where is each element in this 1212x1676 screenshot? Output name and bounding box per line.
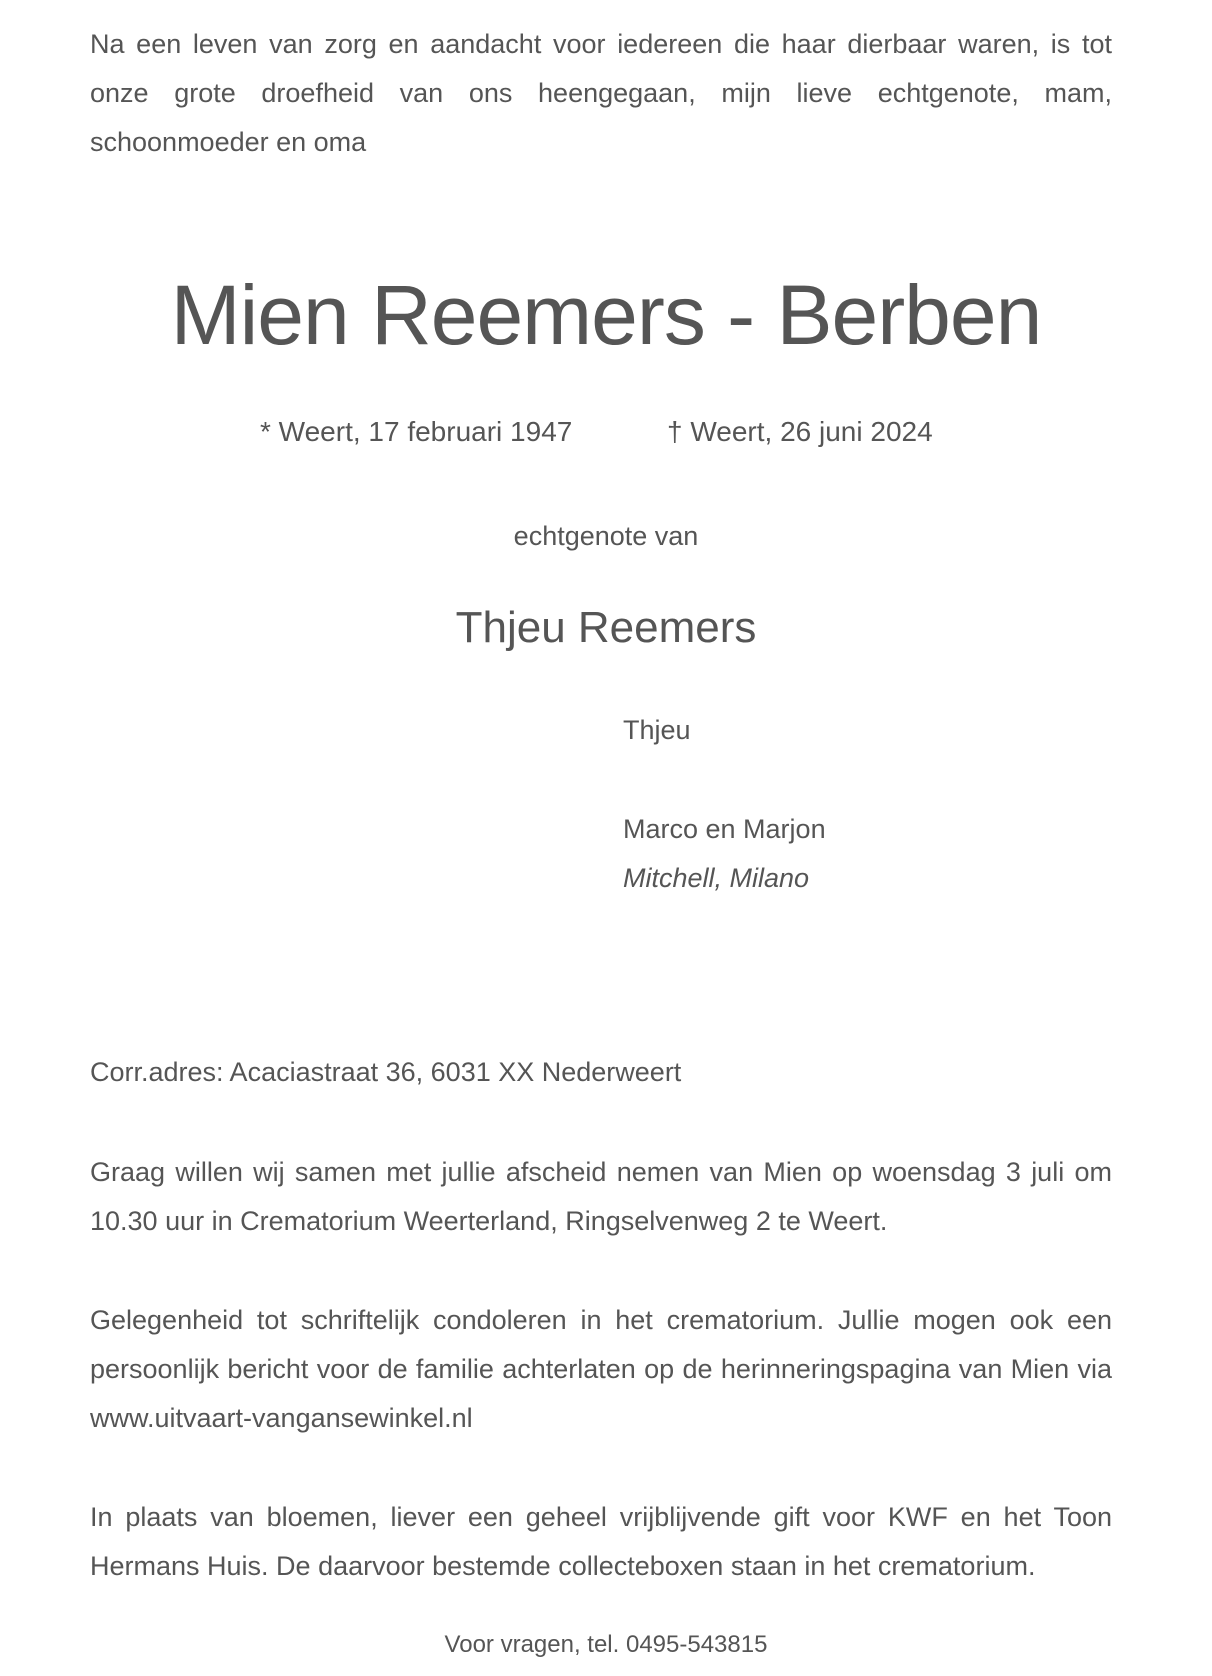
correspondence-address: Corr.adres: Acaciastraat 36, 6031 XX Nederweert	[90, 1057, 682, 1087]
spouse-intro: echtgenote van	[513, 521, 699, 551]
condolence-info: Gelegenheid tot schriftelijk condoleren in het crematorium. Jullie mogen ook een persoonlijk bericht voor de familie achterlaten op de herinneringspagina van Mien via www.uitvaart-vangansewinkel.nl	[90, 1305, 1112, 1433]
family-children: Marco en Marjon	[623, 814, 826, 844]
deceased-name: Mien Reemers - Berben	[170, 268, 1042, 362]
family-husband: Thjeu	[623, 715, 691, 745]
intro-text: Na een leven van zorg en aandacht voor iedereen die haar dierbaar waren, is tot onze grote droefheid van ons heengegaan, mijn lieve echtgenote, mam, schoonmoeder en oma	[90, 29, 1112, 157]
donation-info: In plaats van bloemen, liever een geheel vrijblijvende gift voor KWF en het Toon Hermans Huis. De daarvoor bestemde collecteboxen staan in het crematorium.	[90, 1502, 1112, 1581]
birth-date: * Weert, 17 februari 1947	[260, 416, 573, 447]
farewell-info: Graag willen wij samen met jullie afscheid nemen van Mien op woensdag 3 juli om 10.30 uur in Crematorium Weerterland, Ringselvenweg 2 te Weert.	[90, 1157, 1112, 1236]
family-grandchildren: Mitchell, Milano	[623, 863, 810, 893]
spouse-name: Thjeu Reemers	[455, 603, 757, 652]
contact-phone: Voor vragen, tel. 0495-543815	[444, 1631, 768, 1658]
death-date: † Weert, 26 juni 2024	[667, 416, 933, 447]
